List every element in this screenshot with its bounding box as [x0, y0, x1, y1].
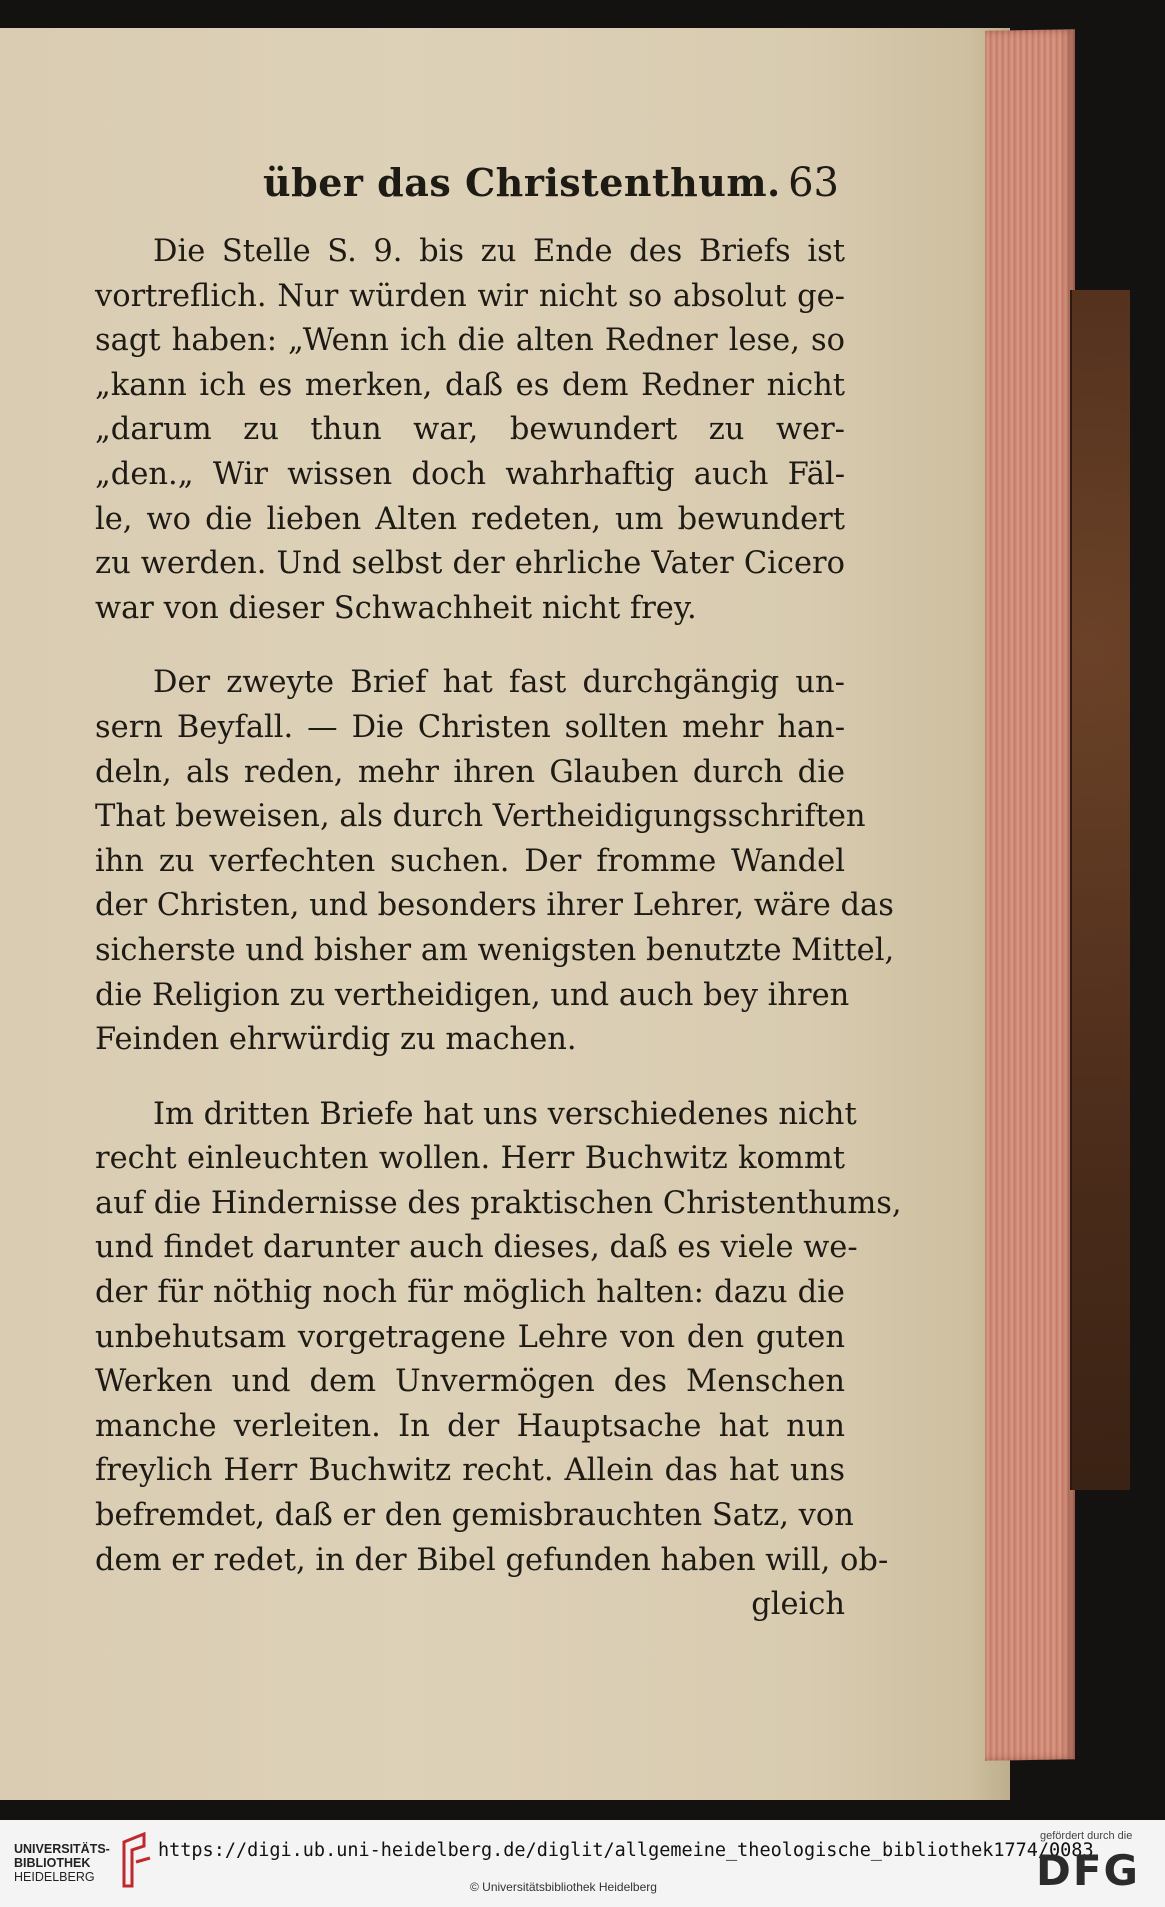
text-line: dem er redet, in der Bibel gefunden haben will, ob- — [95, 1542, 889, 1578]
text-line: unbehutsam vorgetragene Lehre von den guten — [95, 1319, 845, 1355]
text-line: „den.„ Wir wissen doch wahrhaftig auch Fäl- — [95, 456, 845, 492]
text-block — [95, 160, 902, 1628]
text-line: der Christen, und besonders ihrer Lehrer, wäre das — [95, 888, 894, 924]
text-line: That beweisen, als durch Vertheidigungsschriften — [95, 799, 866, 835]
text-line: „darum zu thun war, bewundert zu wer- — [95, 412, 845, 448]
text-line: die Religion zu vertheidigen, und auch bey ihren — [95, 977, 850, 1013]
text-line: recht einleuchten wollen. Herr Buchwitz kommt — [95, 1141, 845, 1177]
text-line: zu werden. Und selbst der ehrliche Vater Cicero — [95, 546, 845, 582]
text-line: freylich Herr Buchwitz recht. Allein das hat uns — [95, 1453, 845, 1489]
dfg-logo[interactable]: DFG — [1036, 1846, 1141, 1895]
paragraph-1 — [95, 230, 845, 631]
page-header — [95, 160, 845, 230]
text-line: ihn zu verfechten suchen. Der fromme Wandel — [95, 843, 845, 879]
catchword: gleich — [751, 1587, 845, 1623]
text-line: Im dritten Briefe hat uns verschiedenes nicht — [153, 1096, 857, 1132]
page-number: 63 — [788, 160, 839, 206]
text-line: sicherste und bisher am wenigsten benutzte Mittel, — [95, 932, 895, 968]
text-line: Die Stelle S. 9. bis zu Ende des Briefs ist — [153, 234, 845, 269]
text-line: und findet darunter auch dieses, daß es viele we- — [95, 1230, 858, 1266]
text-line: Der zweyte Brief hat fast durchgängig un- — [153, 665, 845, 701]
permalink-url[interactable]: https://digi.ub.uni-heidelberg.de/diglit/allgemeine_theologische_bibliothek1774/0083 — [158, 1840, 1094, 1861]
paragraph-3 — [95, 1093, 902, 1584]
page-fore-edge — [985, 29, 1075, 1761]
text-line: auf die Hindernisse des praktischen Christenthums, — [95, 1185, 902, 1221]
text-line: Feinden ehrwürdig zu machen. — [95, 1022, 577, 1058]
library-name-line1: UNIVERSITÄTS- — [14, 1842, 110, 1856]
running-head: über das Christenthum. — [263, 160, 781, 205]
library-logo-text[interactable] — [14, 1842, 110, 1884]
viewer-footer — [0, 1820, 1165, 1907]
text-line: manche verleiten. In der Hauptsache hat nun — [95, 1408, 845, 1444]
text-line: le, wo die lieben Alten redeten, um bewundert — [95, 501, 845, 537]
library-logo-icon — [118, 1832, 154, 1892]
text-line: vortreflich. Nur würden wir nicht so absolut ge- — [95, 278, 845, 314]
paragraph-2 — [95, 661, 895, 1062]
text-line: Werken und dem Unvermögen des Menschen — [95, 1364, 845, 1400]
text-line: „kann ich es merken, daß es dem Redner nicht — [95, 367, 845, 403]
text-line: sern Beyfall. — Die Christen sollten mehr han- — [95, 709, 845, 745]
funding-label: gefördert durch die — [1040, 1830, 1133, 1842]
text-line: sagt haben: „Wenn ich die alten Redner lese, so — [95, 323, 845, 359]
text-line: war von dieser Schwachheit nicht frey. — [95, 590, 697, 626]
text-line: befremdet, daß er den gemisbrauchten Satz, von — [95, 1498, 854, 1534]
text-line: der für nöthig noch für möglich halten: dazu die — [95, 1275, 845, 1311]
text-line: deln, als reden, mehr ihren Glauben durch die — [95, 754, 845, 790]
library-name-line2: BIBLIOTHEK — [14, 1856, 91, 1870]
book-cover-edge — [1070, 290, 1130, 1490]
library-name-line3: HEIDELBERG — [14, 1870, 95, 1884]
copyright-notice: © Universitätsbibliothek Heidelberg — [470, 1880, 657, 1894]
